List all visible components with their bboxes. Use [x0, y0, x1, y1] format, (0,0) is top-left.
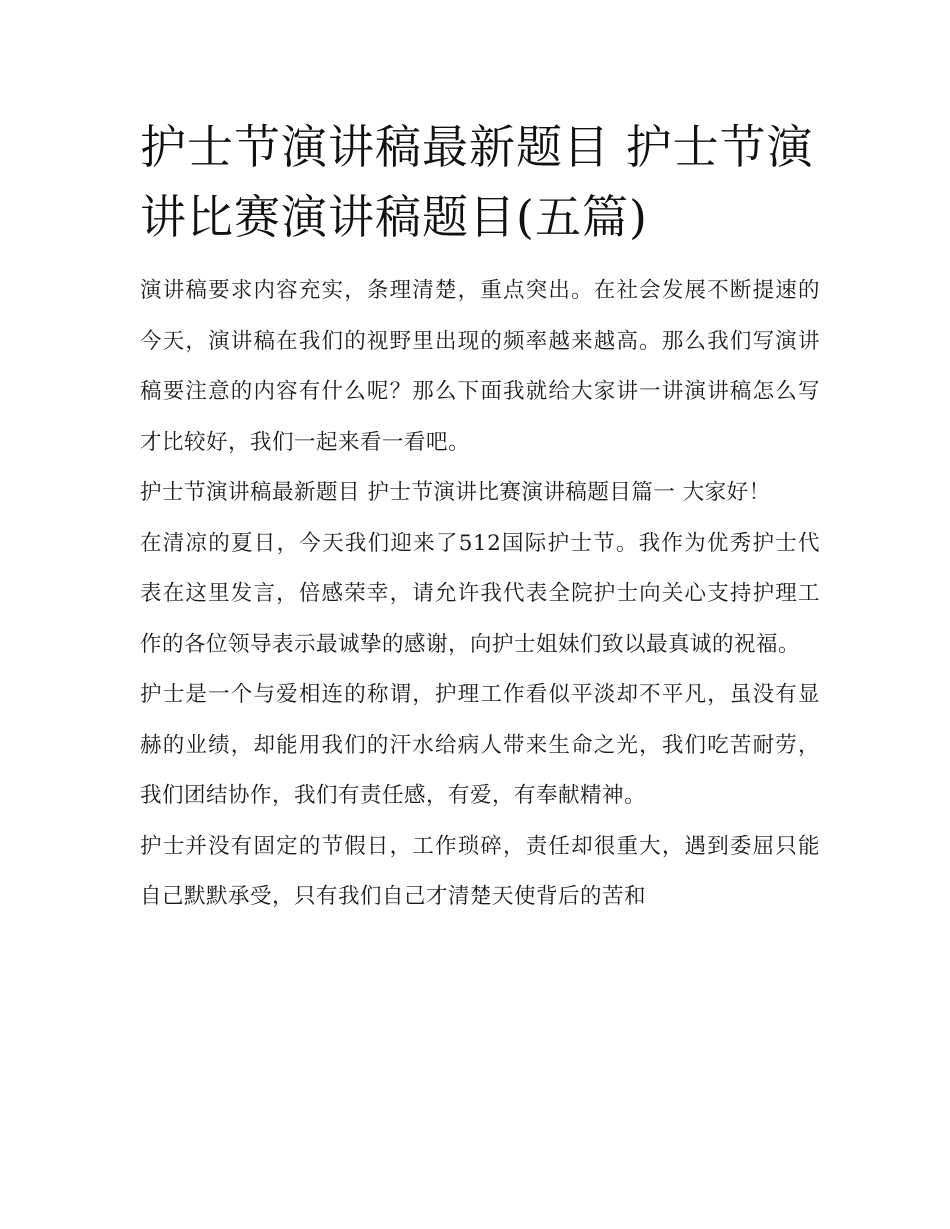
- document-title: 护士节演讲稿最新题目 护士节演讲比赛演讲稿题目(五篇): [140, 120, 814, 244]
- paragraph-intro: 演讲稿要求内容充实，条理清楚，重点突出。在社会发展不断提速的今天，演讲稿在我们的视野里出现的频率越来越高。那么我们写演讲稿要注意的内容有什么呢？那么下面我就给大家讲一讲演讲稿怎么写才比较好，我们一起来看一看吧。: [140, 278, 820, 455]
- paragraph-no-holidays: 护士并没有固定的节假日，工作琐碎，责任却很重大，遇到委屈只能自己默默承受，只有我们自己才清楚天使背后的苦和: [140, 833, 820, 909]
- paragraph-greeting: 在清凉的夏日，今天我们迎来了512国际护士节。我作为优秀护士代表在这里发言，倍感荣幸，请允许我代表全院护士向关心支持护理工作的各位领导表示最诚挚的感谢，向护士姐妹们致以最真诚的祝福。: [140, 530, 820, 657]
- paragraph-nurse-role: 护士是一个与爱相连的称谓，护理工作看似平淡却不平凡，虽没有显赫的业绩，却能用我们的汗水给病人带来生命之光，我们吃苦耐劳，我们团结协作，我们有责任感，有爱，有奉献精神。: [140, 682, 820, 808]
- document-body: [140, 112, 820, 923]
- paragraph-section-heading: 护士节演讲稿最新题目 护士节演讲比赛演讲稿题目篇一 大家好！: [140, 480, 771, 505]
